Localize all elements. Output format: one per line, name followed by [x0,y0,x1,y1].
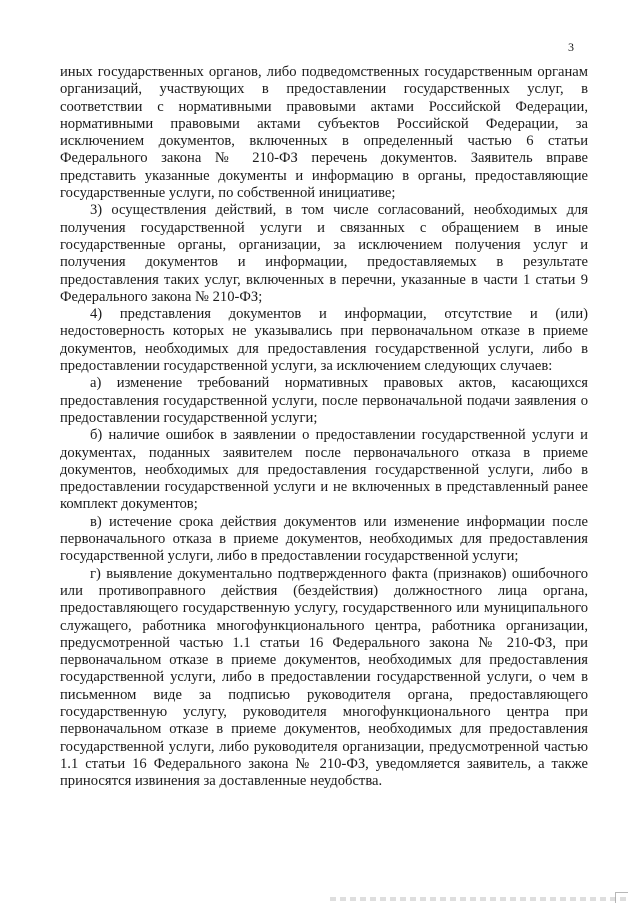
paragraph-subitem-a: а) изменение требований нормативных правовых актов, касающихся предоставления государственной услуги, после первоначальной подачи заявления о предоставлении государственной услуги; [60,375,588,426]
paragraph-item-3: 3) осуществления действий, в том числе согласований, необходимых для получения государственной услуги и связанных с обращением в иные государственные органы, организации, за исключением получения услуг и получения документов и информации, предоставляемых в результате предоставления таких услуг, включенных в перечни, указанные в части 1 статьи 9 Федерального закона № 210-ФЗ; [60,202,588,305]
scan-corner-mark [615,892,628,903]
scan-edge-artifact [330,897,630,901]
paragraph-continuation: иных государственных органов, либо подведомственных государственным органам организаций, участвующих в предоставлении государственных услуг, в соответствии с нормативными правовыми актами Российской Федерации, нормативными правовыми актами субъектов Российской Федерации, за исключением документов, включенных в определенный частью 6 статьи Федерального закона № 210-ФЗ перечень документов. Заявитель вправе представить указанные документы и информацию в органы, предоставляющие государственные услуги, по собственной инициативе; [60,64,588,202]
paragraph-subitem-v: в) истечение срока действия документов или изменение информации после первоначального отказа в приеме документов, необходимых для предоставления государственной услуги, либо в предоставлении государственной услуги; [60,513,588,565]
paragraph-subitem-g: г) выявление документально подтвержденного факта (признаков) ошибочного или противоправного действия (бездействия) должностного лица органа, предоставляющего государственную услугу, государственного или муниципального служащего, работника многофункционального центра, работника организации, предусмотренной частью 1.1 статьи 16 Федерального закона № 210-ФЗ, при первоначальном отказе в приеме документов, необходимых для предоставления государственной услуги, либо в предоставлении государственной услуги, о чем в письменном виде за подписью руководителя органа, предоставляющего государственную услугу, руководителя многофункционального центра при первоначальном отказе в приеме документов, необходимых для предоставления государственной услуги, либо руководителя организации, предусмотренной частью 1.1 статьи 16 Федерального закона № 210-ФЗ, уведомляется заявитель, а также приносятся извинения за доставленные неудобства. [60,565,588,790]
document-body [60,64,588,790]
paragraph-subitem-b: б) наличие ошибок в заявлении о предоставлении государственной услуги и документах, поданных заявителем после первоначального отказа в приеме документов, необходимых для предоставления государственной услуги, либо в предоставлении государственной услуги и не включенных в представленный ранее комплект документов; [60,427,588,513]
paragraph-item-4: 4) представления документов и информации, отсутствие и (или) недостоверность которых не указывались при первоначальном отказе в приеме документов, необходимых для предоставления государственной услуги, либо в предоставлении государственной услуги, за исключением следующих случаев: [60,306,588,375]
page-number: 3 [568,40,574,54]
